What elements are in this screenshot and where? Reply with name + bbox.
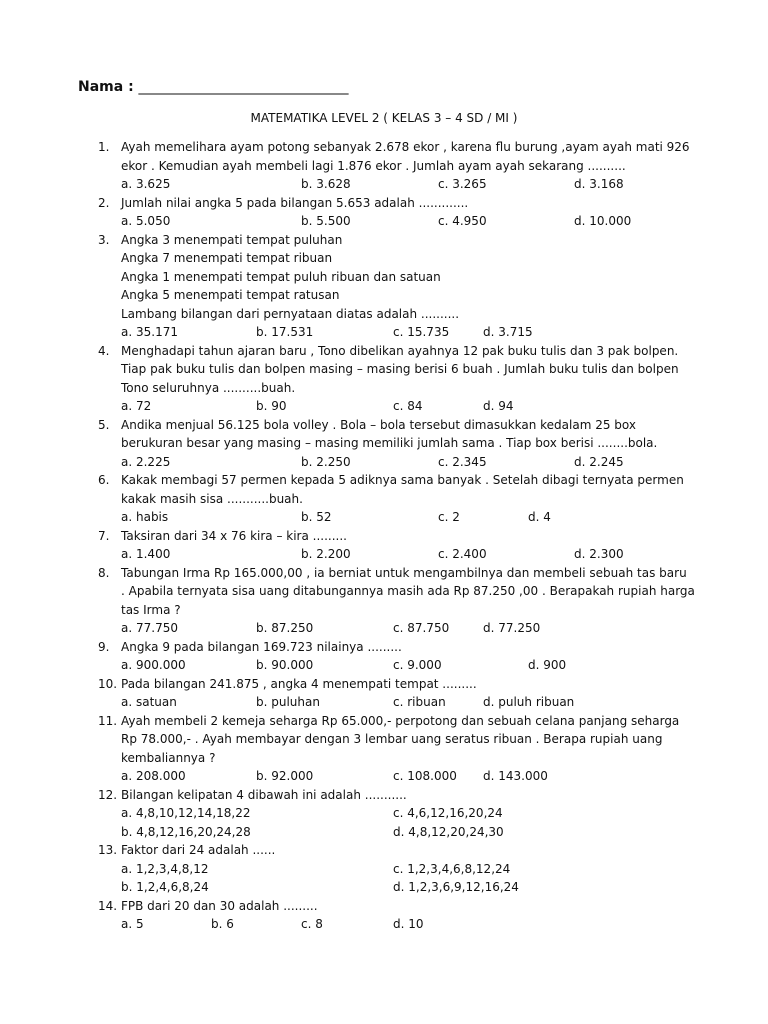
- option-b: b. 17.531: [256, 325, 314, 339]
- option-d: d. 4,8,12,20,24,30: [393, 824, 504, 839]
- answer-options: [0, 656, 768, 675]
- option-b: b. 4,8,12,16,20,24,28: [121, 824, 251, 839]
- question-11: [0, 712, 768, 731]
- question-list: [0, 138, 768, 934]
- option-b: b. 52: [301, 510, 332, 524]
- question-number: 9.: [98, 639, 110, 654]
- question-number: 6.: [98, 473, 110, 487]
- question-2: [0, 194, 768, 213]
- option-c: c. 2.345: [438, 454, 487, 469]
- question-number: 11.: [98, 713, 118, 728]
- question-10: [0, 675, 768, 694]
- option-a: a. 3.625: [121, 177, 171, 191]
- question-text: Ayah memelihara ayam potong sebanyak 2.678 ekor , karena flu burung ,ayam ayah mati 926: [121, 140, 690, 154]
- option-d: d. 77.250: [483, 621, 541, 635]
- question-text: . Apabila ternyata sisa uang ditabungannya masih ada Rp 87.250 ,00 . Berapakah rupiah harga: [121, 584, 695, 598]
- option-d: d. 4: [528, 510, 551, 524]
- question-9: [0, 638, 768, 657]
- answer-options: [0, 175, 768, 194]
- answer-options: [0, 545, 768, 564]
- answer-options: [0, 693, 768, 712]
- option-a: a. 72: [121, 399, 152, 413]
- option-a: a. 5: [121, 917, 144, 931]
- question-number: 7.: [98, 528, 110, 543]
- question-text: Angka 1 menempati tempat puluh ribuan dan satuan: [121, 269, 441, 284]
- question-text: Andika menjual 56.125 bola volley . Bola – bola tersebut dimasukkan kedalam 25 box: [121, 417, 636, 432]
- option-d: d. 94: [483, 399, 514, 413]
- question-text: Tono seluruhnya ..........buah.: [121, 380, 296, 395]
- option-d: d. 10: [393, 917, 424, 931]
- question-text: Tabungan Irma Rp 165.000,00 , ia berniat untuk mengambilnya dan membeli sebuah tas baru: [121, 565, 687, 580]
- question-number: 1.: [98, 140, 110, 154]
- option-d: d. 900: [528, 658, 567, 672]
- option-b: b. puluhan: [256, 695, 320, 709]
- question-text-row: [0, 249, 768, 268]
- question-text: Jumlah nilai angka 5 pada bilangan 5.653 adalah .............: [121, 195, 469, 210]
- question-text: Rp 78.000,- . Ayah membayar dengan 3 lembar uang seratus ribuan . Berapa rupiah uang: [121, 732, 663, 746]
- question-text: kakak masih sisa ...........buah.: [121, 491, 303, 506]
- question-3: [0, 231, 768, 250]
- question-number: 4.: [98, 343, 110, 358]
- answer-options: [0, 619, 768, 638]
- question-text: Angka 7 menempati tempat ribuan: [121, 251, 333, 265]
- option-a: a. 77.750: [121, 621, 178, 635]
- option-a: a. 1.400: [121, 547, 171, 561]
- option-c: c. ribuan: [393, 695, 446, 709]
- question-text-row: [0, 582, 768, 601]
- question-number: 14.: [98, 898, 118, 913]
- option-c: c. 15.735: [393, 325, 450, 339]
- question-text-row: [0, 157, 768, 176]
- option-a: a. 35.171: [121, 325, 178, 339]
- question-text: Faktor dari 24 adalah ......: [121, 843, 276, 857]
- answer-options: [0, 878, 768, 897]
- question-text-row: [0, 601, 768, 620]
- option-c: c. 108.000: [393, 769, 457, 783]
- option-d: d. 1,2,3,6,9,12,16,24: [393, 880, 519, 894]
- option-c: c. 2: [438, 510, 460, 524]
- option-c: c. 8: [301, 917, 323, 931]
- question-text: Menghadapi tahun ajaran baru , Tono dibelikan ayahnya 12 pak buku tulis dan 3 pak bolpen.: [121, 343, 679, 358]
- question-text: FPB dari 20 dan 30 adalah .........: [121, 898, 318, 913]
- option-c: c. 3.265: [438, 177, 487, 191]
- answer-options: [0, 212, 768, 231]
- option-a: a. 1,2,3,4,8,12: [121, 861, 209, 876]
- question-text: Angka 9 pada bilangan 169.723 nilainya .........: [121, 639, 402, 654]
- option-d: d. 3.715: [483, 325, 533, 339]
- question-text-row: [0, 268, 768, 287]
- answer-options: [0, 323, 768, 342]
- option-b: b. 87.250: [256, 621, 314, 635]
- option-b: b. 3.628: [301, 177, 351, 191]
- option-c: c. 84: [393, 399, 423, 413]
- option-b: b. 90: [256, 399, 287, 413]
- option-a: a. 2.225: [121, 454, 171, 469]
- option-b: b. 1,2,4,6,8,24: [121, 880, 209, 894]
- name-blank-line: ______________________________: [138, 79, 349, 95]
- option-a: a. satuan: [121, 695, 177, 709]
- question-text: Angka 3 menempati tempat puluhan: [121, 232, 343, 247]
- option-d: d. 3.168: [574, 177, 624, 191]
- option-d: d. 2.300: [574, 547, 624, 561]
- answer-options: [0, 767, 768, 786]
- question-4: [0, 342, 768, 361]
- question-14: [0, 897, 768, 916]
- option-a: a. 4,8,10,12,14,18,22: [121, 806, 251, 820]
- option-c: c. 2.400: [438, 547, 487, 561]
- option-c: c. 87.750: [393, 621, 450, 635]
- option-c: c. 4.950: [438, 214, 487, 228]
- option-d: d. 143.000: [483, 769, 548, 783]
- question-1: [0, 138, 768, 157]
- name-field: [78, 79, 349, 95]
- question-12: [0, 786, 768, 805]
- answer-options: [0, 397, 768, 416]
- question-text: Kakak membagi 57 permen kepada 5 adiknya sama banyak . Setelah dibagi ternyata permen: [121, 473, 684, 487]
- question-5: [0, 416, 768, 435]
- option-b: b. 6: [211, 917, 234, 931]
- question-text-row: [0, 490, 768, 509]
- option-a: a. habis: [121, 510, 169, 524]
- question-text: ekor . Kemudian ayah membeli lagi 1.876 ekor . Jumlah ayam ayah sekarang ..........: [121, 158, 626, 173]
- question-7: [0, 527, 768, 546]
- option-a: a. 5.050: [121, 214, 171, 228]
- page-title: MATEMATIKA LEVEL 2 ( KELAS 3 – 4 SD / MI ): [250, 111, 518, 125]
- answer-options: [0, 804, 768, 823]
- question-text-row: [0, 286, 768, 305]
- option-b: b. 92.000: [256, 769, 314, 783]
- question-number: 3.: [98, 232, 110, 247]
- question-text-row: [0, 305, 768, 324]
- option-d: d. 2.245: [574, 454, 624, 469]
- question-number: 10.: [98, 676, 118, 691]
- question-number: 2.: [98, 195, 110, 210]
- option-c: c. 4,6,12,16,20,24: [393, 806, 503, 820]
- question-8: [0, 564, 768, 583]
- question-text: Lambang bilangan dari pernyataan diatas adalah ..........: [121, 306, 460, 321]
- option-d: d. puluh ribuan: [483, 695, 575, 709]
- question-text-row: [0, 749, 768, 768]
- question-number: 5.: [98, 417, 110, 432]
- name-label: Nama :: [78, 79, 139, 95]
- option-b: b. 90.000: [256, 658, 314, 672]
- question-text-row: [0, 434, 768, 453]
- question-text: Tiap pak buku tulis dan bolpen masing – masing berisi 6 buah . Jumlah buku tulis dan bolpen: [121, 362, 679, 376]
- answer-options: [0, 453, 768, 472]
- option-a: a. 900.000: [121, 658, 186, 672]
- question-text-row: [0, 730, 768, 749]
- answer-options: [0, 915, 768, 934]
- question-text: Angka 5 menempati tempat ratusan: [121, 288, 340, 302]
- option-b: b. 2.200: [301, 547, 351, 561]
- question-text-row: [0, 379, 768, 398]
- option-c: c. 1,2,3,4,6,8,12,24: [393, 861, 511, 876]
- question-number: 13.: [98, 843, 118, 857]
- option-c: c. 9.000: [393, 658, 442, 672]
- option-a: a. 208.000: [121, 769, 186, 783]
- question-text: kembaliannya ?: [121, 750, 216, 765]
- question-text: berukuran besar yang masing – masing memiliki jumlah sama . Tiap box berisi ........bola.: [121, 436, 658, 450]
- question-number: 12.: [98, 787, 118, 802]
- option-b: b. 5.500: [301, 214, 351, 228]
- question-text: Taksiran dari 34 x 76 kira – kira .........: [121, 528, 347, 543]
- option-b: b. 2.250: [301, 454, 351, 469]
- question-6: [0, 471, 768, 490]
- answer-options: [0, 860, 768, 879]
- question-text: Ayah membeli 2 kemeja seharga Rp 65.000,- perpotong dan sebuah celana panjang seharga: [121, 713, 680, 728]
- answer-options: [0, 823, 768, 842]
- question-text: Pada bilangan 241.875 , angka 4 menempati tempat .........: [121, 676, 477, 691]
- question-text: Bilangan kelipatan 4 dibawah ini adalah ...........: [121, 787, 407, 802]
- answer-options: [0, 508, 768, 527]
- question-13: [0, 841, 768, 860]
- question-text-row: [0, 360, 768, 379]
- question-number: 8.: [98, 565, 110, 580]
- question-text: tas Irma ?: [121, 602, 181, 617]
- option-d: d. 10.000: [574, 214, 632, 228]
